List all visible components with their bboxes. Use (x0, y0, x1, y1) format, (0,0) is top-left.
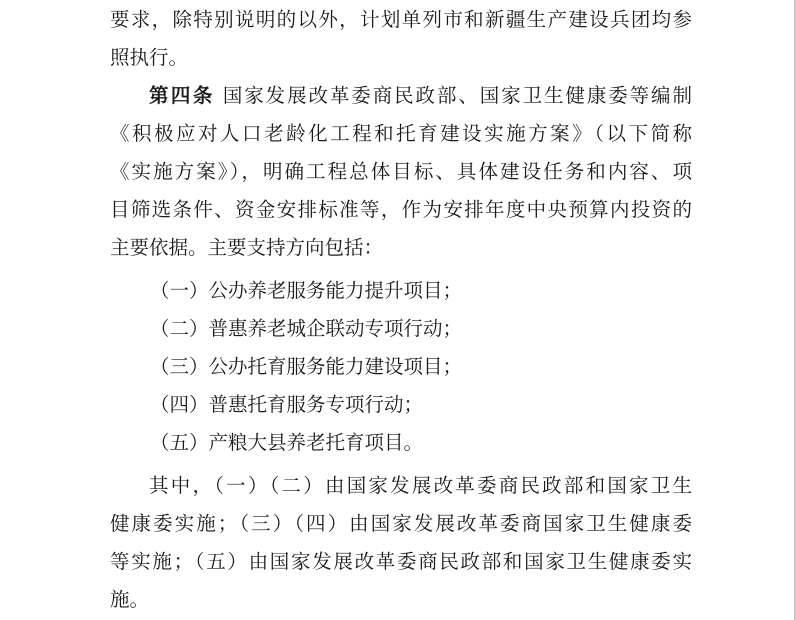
paragraph-line: 施。 (110, 588, 150, 611)
paragraph-line: 主要依据。主要支持方向包括： (110, 236, 384, 259)
paragraph-line: 《积极应对人口老龄化工程和托育建设实施方案》（以下简称 (110, 122, 692, 145)
paragraph-line: 健康委实施；（三）（四）由国家发展改革委商国家卫生健康委 (110, 512, 692, 535)
paragraph-line: 等实施；（五）由国家发展改革委商民政部和国家卫生健康委实 (110, 550, 692, 573)
article-text: 国家发展改革委商民政部、国家卫生健康委等编制 (222, 84, 692, 107)
paragraph-line: 要求，除特别说明的以外，计划单列市和新疆生产建设兵团均参 (110, 8, 692, 31)
paragraph-line: 其中，（一）（二）由国家发展改革委商民政部和国家卫生 (149, 474, 692, 497)
paragraph-line: 目筛选条件、资金安排标准等，作为安排年度中央预算内投资的 (110, 198, 692, 221)
paragraph-line: 《实施方案》），明确工程总体目标、具体建设任务和内容、项 (110, 160, 692, 183)
article-label: 第四条 (149, 84, 215, 107)
list-item: （二）普惠养老城企联动专项行动； (150, 317, 463, 340)
list-item: （三）公办托育服务能力建设项目； (150, 355, 463, 378)
list-item: （五）产粮大县养老托育项目。 (150, 431, 424, 454)
paragraph-line: 照执行。 (110, 46, 189, 69)
article-four-first-line (149, 77, 692, 115)
list-item: （一）公办养老服务能力提升项目； (150, 279, 463, 302)
list-item: （四）普惠托育服务专项行动； (150, 393, 424, 416)
